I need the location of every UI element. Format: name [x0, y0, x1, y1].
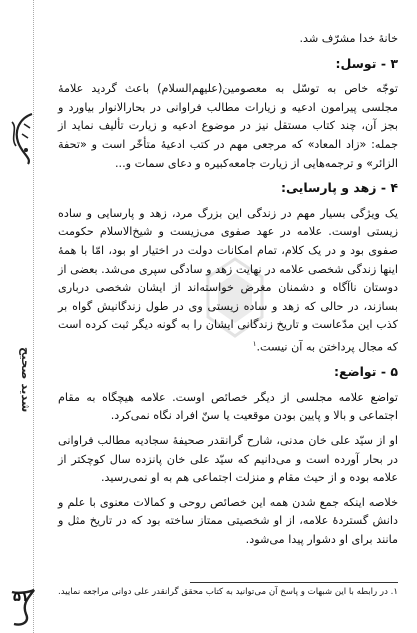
page-number: ۵۱ [13, 590, 29, 605]
paragraph-tavazo-2: او از سیّد علی خان مدنی، شارح گرانقدر صحیفهٔ سجادیه مطالب فراوانی در بحار آورده است و می‌دانیم که سیّد علی خان پانزده سال کوچکتر از علامه بوده و از حیث مقام و منزلت اجتماعی هم به او نمی‌رسید. [58, 434, 398, 485]
section-heading-zohd: ۴ - زهد و پارسایی: [281, 180, 398, 196]
footnote: ۱. در رابطه با این شبهات و پاسخ آن می‌توانید به کتاب محقق گرانقدر علی دوانی مراجعه نمایید. [58, 587, 398, 597]
paragraph-tavazo-1: تواضع علامه مجلسی از دیگر خصائص اوست. علامه هیچگاه به مقام اجتماعی و بالا و پایین بودن موقعیت یا سنّ افراد نگاه نمی‌کرد. [58, 390, 398, 423]
journal-title: شدید صحیح [19, 346, 33, 412]
footnote-divider [190, 582, 398, 583]
calligraphy-emblem-icon [2, 108, 42, 168]
page-content [58, 30, 398, 556]
paragraph-zohd [58, 205, 398, 357]
section-heading-tavazo: ۵ - تواضع: [334, 364, 398, 380]
paragraph-tavazo-3: خلاصه اینکه جمع شدن همه این خصائص روحی و کمالات معنوی با علم و دانش گستردهٔ علامه، از او شخصیتی ممتاز ساخته بود که در تاریخ مثل و مانند برای او دشوار پیدا می‌شود. [58, 495, 398, 546]
paragraph-tavassol: توجّه خاص به توسّل به معصومین(علیهم‌السلام) باعث گردید علامهٔ مجلسی پیرامون ادعیه و زیارات مطالب فراوانی در بحارالانوار بیاورد و بجز آن، چند کتاب مستقل نیز در موضوع ادعیه و زیارت تألیف نماید از جمله: «زاد المعاد» که مرجعی مهم در کتب ادعیهٔ متأخّر است و «تحفة الزائر» و ترجمه‌هایی از زیارت جامعه‌کبیره و دعای سمات و... [58, 82, 398, 170]
top-fragment: خانهٔ خدا مشرّف شد. [299, 32, 398, 45]
page-sidebar [0, 0, 44, 633]
paragraph-zohd-text: یک ویژگی بسیار مهم در زندگی این بزرگ مرد، زهد و پارسایی و ساده زیستی اوست. علامه در عهد صفوی می‌زیست و شیخ‌الاسلام حکومت صفوی بود و در یک کلام، تمام امکانات دولت در اختیار او بود، امّا با همهٔ اینها زندگی شخصی علامه در نهایت زهد و سادگی سپری می‌شد. بعضی از دوستان ناآگاه و دشمنان مغرض خواسته‌اند از ایشان شخصی درباری بسازند، در حالی که زهد و ساده زیستی وی در طول زندگانیش گواه بر کذب این مدّعاست و تاریخ زندگانی ایشان را به گونه دیگر ثبت کرده است که مجال پرداختن به آن نیست. [58, 206, 398, 354]
section-heading-tavassol: ۳ - توسل: [335, 55, 398, 71]
sidebar-divider [33, 0, 34, 633]
footnote-reference: ۱ [252, 339, 257, 348]
